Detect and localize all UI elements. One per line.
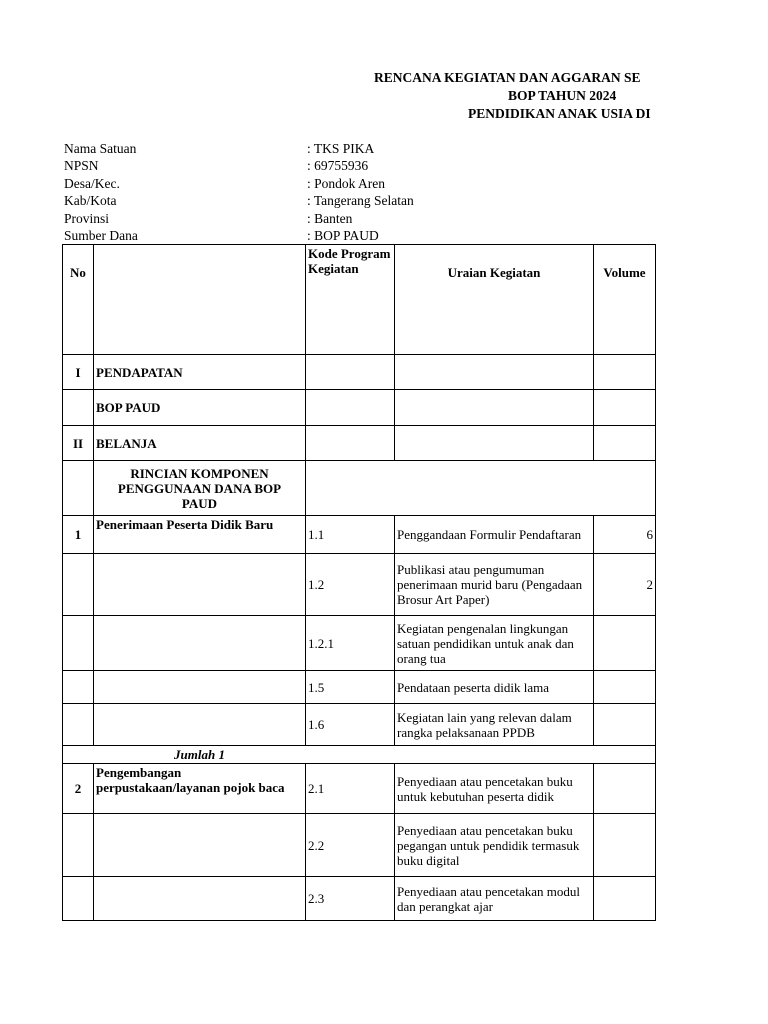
info-value: : Pondok Aren (307, 176, 386, 191)
row-number: II (63, 426, 94, 461)
empty-cell (395, 746, 594, 764)
kode-cell: 2.2 (306, 814, 395, 877)
table-row (63, 764, 656, 814)
empty-cell (63, 877, 94, 921)
info-value: : 69755936 (307, 158, 369, 173)
volume-cell (594, 764, 656, 814)
header-kode: Kode Program Kegiatan (306, 245, 395, 355)
kode-cell: 1.2 (306, 554, 395, 616)
info-value: : BOP PAUD (307, 228, 379, 243)
uraian-cell: Pendataan peserta didik lama (395, 671, 594, 704)
kode-cell: 1.5 (306, 671, 395, 704)
document-title-line-2: BOP TAHUN 2024 (508, 88, 617, 103)
table-row (63, 814, 656, 877)
empty-cell (306, 746, 395, 764)
table-header-row (63, 245, 656, 355)
info-value: : Banten (307, 211, 353, 226)
empty-cell (594, 461, 656, 516)
info-row-sumber-dana (64, 227, 464, 244)
uraian-cell: Publikasi atau pengumuman penerimaan murid baru (Pengadaan Brosur Art Paper) (395, 554, 594, 616)
volume-cell: 6 (594, 516, 656, 554)
empty-cell (594, 355, 656, 390)
table-row-bop-paud (63, 390, 656, 426)
uraian-cell: Penyediaan atau pencetakan modul dan perangkat ajar (395, 877, 594, 921)
table-row-pendapatan (63, 355, 656, 390)
row-number: I (63, 355, 94, 390)
info-row-nama-satuan (64, 140, 464, 157)
table-row (63, 516, 656, 554)
info-value: : Tangerang Selatan (307, 193, 414, 208)
empty-cell (395, 355, 594, 390)
section-title-pendapatan: PENDAPATAN (94, 355, 306, 390)
kode-cell: 1.6 (306, 704, 395, 746)
table-row-belanja (63, 426, 656, 461)
empty-cell (594, 746, 656, 764)
empty-cell (63, 704, 94, 746)
table-row-jumlah (63, 746, 656, 764)
table-row (63, 704, 656, 746)
rkas-table (62, 244, 656, 921)
section-title-bop-paud: BOP PAUD (94, 390, 306, 426)
row-number: 1 (63, 516, 94, 554)
info-label: Provinsi (64, 211, 110, 226)
subtotal-label: Jumlah 1 (94, 746, 306, 764)
table-row-rincian (63, 461, 656, 516)
info-label: Nama Satuan (64, 141, 137, 156)
volume-cell (594, 671, 656, 704)
header-blank (94, 245, 306, 355)
kode-cell: 1.1 (306, 516, 395, 554)
empty-cell (63, 390, 94, 426)
info-label: Desa/Kec. (64, 176, 120, 191)
volume-cell (594, 704, 656, 746)
section-title-rincian: RINCIAN KOMPONEN PENGGUNAAN DANA BOP PAUD (94, 461, 306, 516)
empty-cell (94, 671, 306, 704)
uraian-cell: Penyediaan atau pencetakan buku untuk kebutuhan peserta didik (395, 764, 594, 814)
header-uraian: Uraian Kegiatan (395, 245, 594, 355)
empty-cell (63, 814, 94, 877)
empty-cell (306, 461, 395, 516)
empty-cell (94, 814, 306, 877)
table-row (63, 616, 656, 671)
section-title-belanja: BELANJA (94, 426, 306, 461)
empty-cell (306, 426, 395, 461)
empty-cell (63, 671, 94, 704)
kode-cell: 2.1 (306, 764, 395, 814)
table-row (63, 877, 656, 921)
volume-cell (594, 877, 656, 921)
empty-cell (395, 461, 594, 516)
info-row-desa-kec (64, 175, 464, 192)
empty-cell (395, 426, 594, 461)
info-label: NPSN (64, 158, 99, 173)
header-volume: Volume (594, 245, 656, 355)
document-title-line-3: PENDIDIKAN ANAK USIA DI (468, 106, 651, 121)
empty-cell (94, 554, 306, 616)
kode-cell: 1.2.1 (306, 616, 395, 671)
empty-cell (395, 390, 594, 426)
empty-cell (306, 390, 395, 426)
empty-cell (63, 616, 94, 671)
volume-cell: 2 (594, 554, 656, 616)
volume-cell (594, 616, 656, 671)
table-row (63, 671, 656, 704)
empty-cell (63, 746, 94, 764)
uraian-cell: Kegiatan pengenalan lingkungan satuan pendidikan untuk anak dan orang tua (395, 616, 594, 671)
kode-cell: 2.3 (306, 877, 395, 921)
info-row-kab-kota (64, 192, 464, 209)
row-number: 2 (63, 764, 94, 814)
empty-cell (94, 704, 306, 746)
info-label: Kab/Kota (64, 193, 117, 208)
info-row-provinsi (64, 210, 464, 227)
info-value: : TKS PIKA (307, 141, 375, 156)
empty-cell (306, 355, 395, 390)
volume-cell (594, 814, 656, 877)
info-label: Sumber Dana (64, 228, 138, 243)
info-row-npsn (64, 157, 464, 174)
empty-cell (94, 877, 306, 921)
empty-cell (94, 616, 306, 671)
empty-cell (63, 461, 94, 516)
uraian-cell: Penyediaan atau pencetakan buku pegangan untuk pendidik termasuk buku digital (395, 814, 594, 877)
uraian-cell: Kegiatan lain yang relevan dalam rangka pelaksanaan PPDB (395, 704, 594, 746)
table-row (63, 554, 656, 616)
empty-cell (594, 426, 656, 461)
document-title-line-1: RENCANA KEGIATAN DAN AGGARAN SE (374, 70, 641, 85)
uraian-cell: Penggandaan Formulir Pendaftaran (395, 516, 594, 554)
group-title-perpustakaan: Pengembangan perpustakaan/layanan pojok baca (94, 764, 306, 814)
empty-cell (63, 554, 94, 616)
empty-cell (594, 390, 656, 426)
header-no: No (63, 245, 94, 355)
group-title-ppdb: Penerimaan Peserta Didik Baru (94, 516, 306, 554)
